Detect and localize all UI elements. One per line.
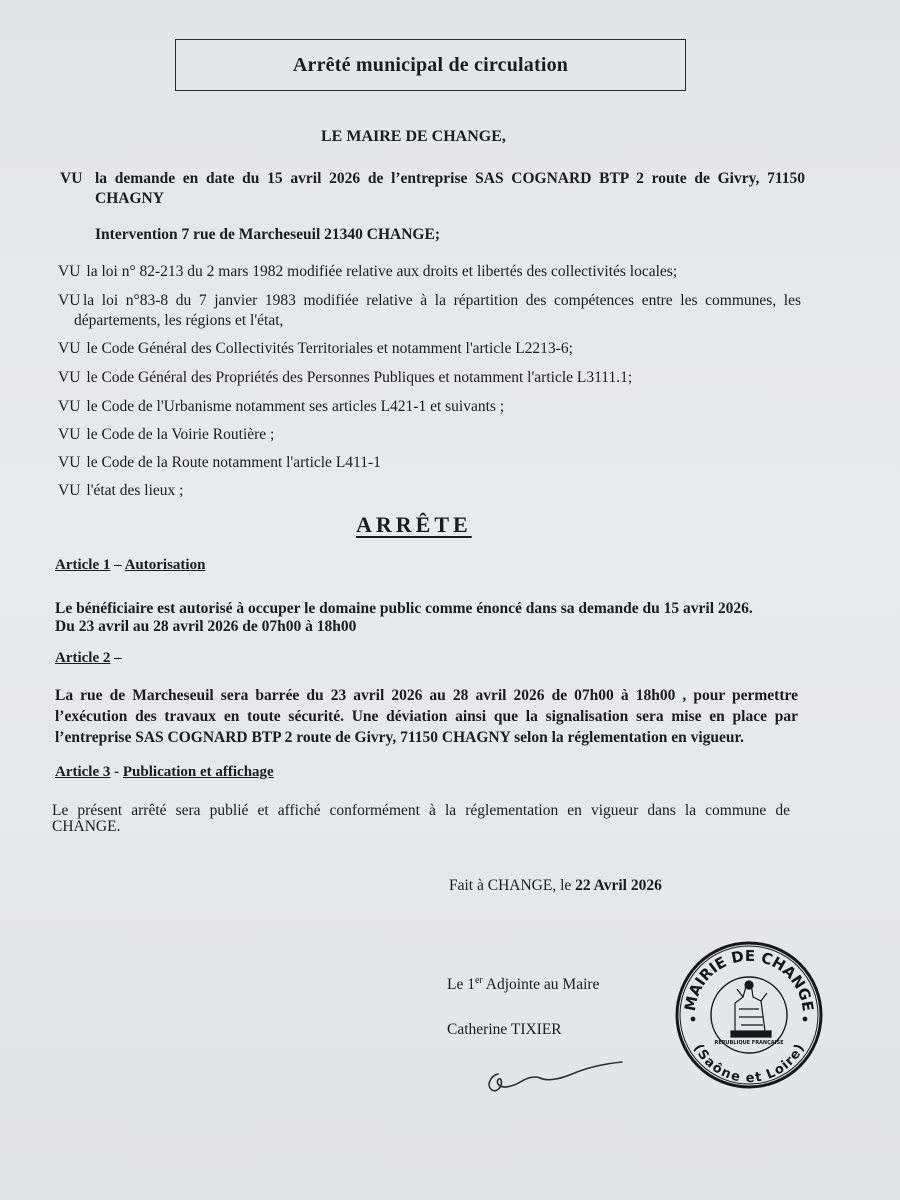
mairie-stamp <box>673 939 825 1091</box>
issuer-heading: LE MAIRE DE CHANGE, <box>321 128 506 145</box>
role-superscript: er <box>474 975 483 986</box>
article-separator: – <box>110 650 122 666</box>
consideration-tag: VU <box>58 398 81 415</box>
consideration-text: la loi n°83-8 du 7 janvier 1983 modifiée relative à la répartition des compétences entre les communes, les <box>83 292 801 309</box>
article-number: Article 3 <box>55 764 111 780</box>
marianne-emblem-icon <box>731 981 771 1037</box>
consideration-text: la loi n° 82-213 du 2 mars 1982 modifiée relative aux droits et libertés des collectivités locales; <box>86 263 678 280</box>
consideration-tag: VU <box>58 426 81 443</box>
consideration-item <box>58 482 183 500</box>
svg-text:MAIRIE DE CHANGE <box>681 947 817 1013</box>
article-2-heading <box>55 650 122 667</box>
article-separator: – <box>110 557 125 573</box>
decision-heading: ARRÊTE <box>356 512 472 537</box>
signing-date: 22 Avril 2026 <box>575 877 662 894</box>
request-line-1: la demande en date du 15 avril 2026 de l’entreprise SAS COGNARD BTP 2 route de Givry, 71150 <box>95 170 805 187</box>
place-and-date <box>449 877 662 895</box>
consideration-tag: VU <box>58 454 81 471</box>
consideration-text: le Code de la Route notamment l'article L411-1 <box>86 454 381 471</box>
article-separator: - <box>110 764 123 780</box>
consideration-text: le Code Général des Collectivités Territoriales et notamment l'article L2213-6; <box>86 340 573 357</box>
consideration-text: le Code Général des Propriétés des Personnes Publiques et notamment l'article L3111.1; <box>86 369 633 386</box>
consideration-text: le Code de l'Urbanisme notamment ses articles L421-1 et suivants ; <box>86 398 505 415</box>
article-2-line-3: l’entreprise SAS COGNARD BTP 2 route de Givry, 71150 CHAGNY selon la réglementation en vigueur. <box>55 729 744 746</box>
article-name: Publication et affichage <box>122 764 274 780</box>
consideration-text: l'état des lieux ; <box>86 482 184 499</box>
consideration-item <box>58 426 274 444</box>
role-prefix: Le 1 <box>447 976 475 994</box>
consideration-text: le Code de la Voirie Routière ; <box>86 426 275 443</box>
consideration-tag: VU <box>58 482 81 499</box>
handwritten-signature <box>484 1050 634 1100</box>
intervention-address: Intervention 7 rue de Marcheseuil 21340 CHANGE; <box>95 226 440 243</box>
stamp-top-text: MAIRIE DE CHANGE <box>680 946 817 1013</box>
article-1-line-1: Le bénéficiaire est autorisé à occuper le domaine public comme énoncé dans sa demande du 15 avril 2026. <box>55 600 753 617</box>
article-2-line-1: La rue de Marcheseuil sera barrée du 23 avril 2026 au 28 avril 2026 de 07h00 à 18h00 , pour permettre <box>55 687 798 704</box>
stamp-inner-text: REPUBLIQUE FRANÇAISE <box>714 1040 784 1046</box>
consideration-text-continued: départements, les régions et l'état, <box>74 312 284 329</box>
article-number: Article 2 <box>55 650 111 666</box>
svg-text:(Saône et Loire) <box>690 1042 807 1086</box>
article-1-heading <box>55 557 205 574</box>
stamp-bottom-text: (Saône et Loire) <box>690 1041 808 1086</box>
place-label: Fait à CHANGE, le <box>449 877 576 894</box>
consideration-tag: VU <box>58 263 81 280</box>
role-suffix: Adjointe au Maire <box>482 976 600 994</box>
consideration-item <box>58 369 632 387</box>
article-name: Autorisation <box>124 557 206 573</box>
consideration-item <box>58 340 573 358</box>
article-3-line-1: Le présent arrêté sera publié et affiché conformément à la réglementation en vigueur dans la commune de <box>52 802 790 819</box>
consideration-tag: VU <box>58 340 81 357</box>
article-3-line-2: CHANGE. <box>52 818 121 835</box>
consideration-item <box>58 263 677 281</box>
request-line-2: CHAGNY <box>95 190 164 207</box>
consideration-item <box>58 454 381 472</box>
document-title-box <box>175 39 686 91</box>
signatory-name: Catherine TIXIER <box>447 1021 562 1038</box>
document-title: Arrêté municipal de circulation <box>292 53 569 76</box>
consideration-item <box>58 398 504 416</box>
consideration-tag: VU <box>58 369 81 386</box>
article-number: Article 1 <box>55 557 111 573</box>
consideration-tag: VU <box>58 292 81 309</box>
request-tag: VU <box>60 170 83 187</box>
article-2-line-2: l’exécution des travaux en toute sécurité. Une déviation ainsi que la signalisation sera mise en place par <box>55 708 798 725</box>
signatory-role <box>447 975 599 994</box>
article-3-heading <box>55 764 274 781</box>
article-1-line-2: Du 23 avril au 28 avril 2026 de 07h00 à 18h00 <box>55 618 357 635</box>
